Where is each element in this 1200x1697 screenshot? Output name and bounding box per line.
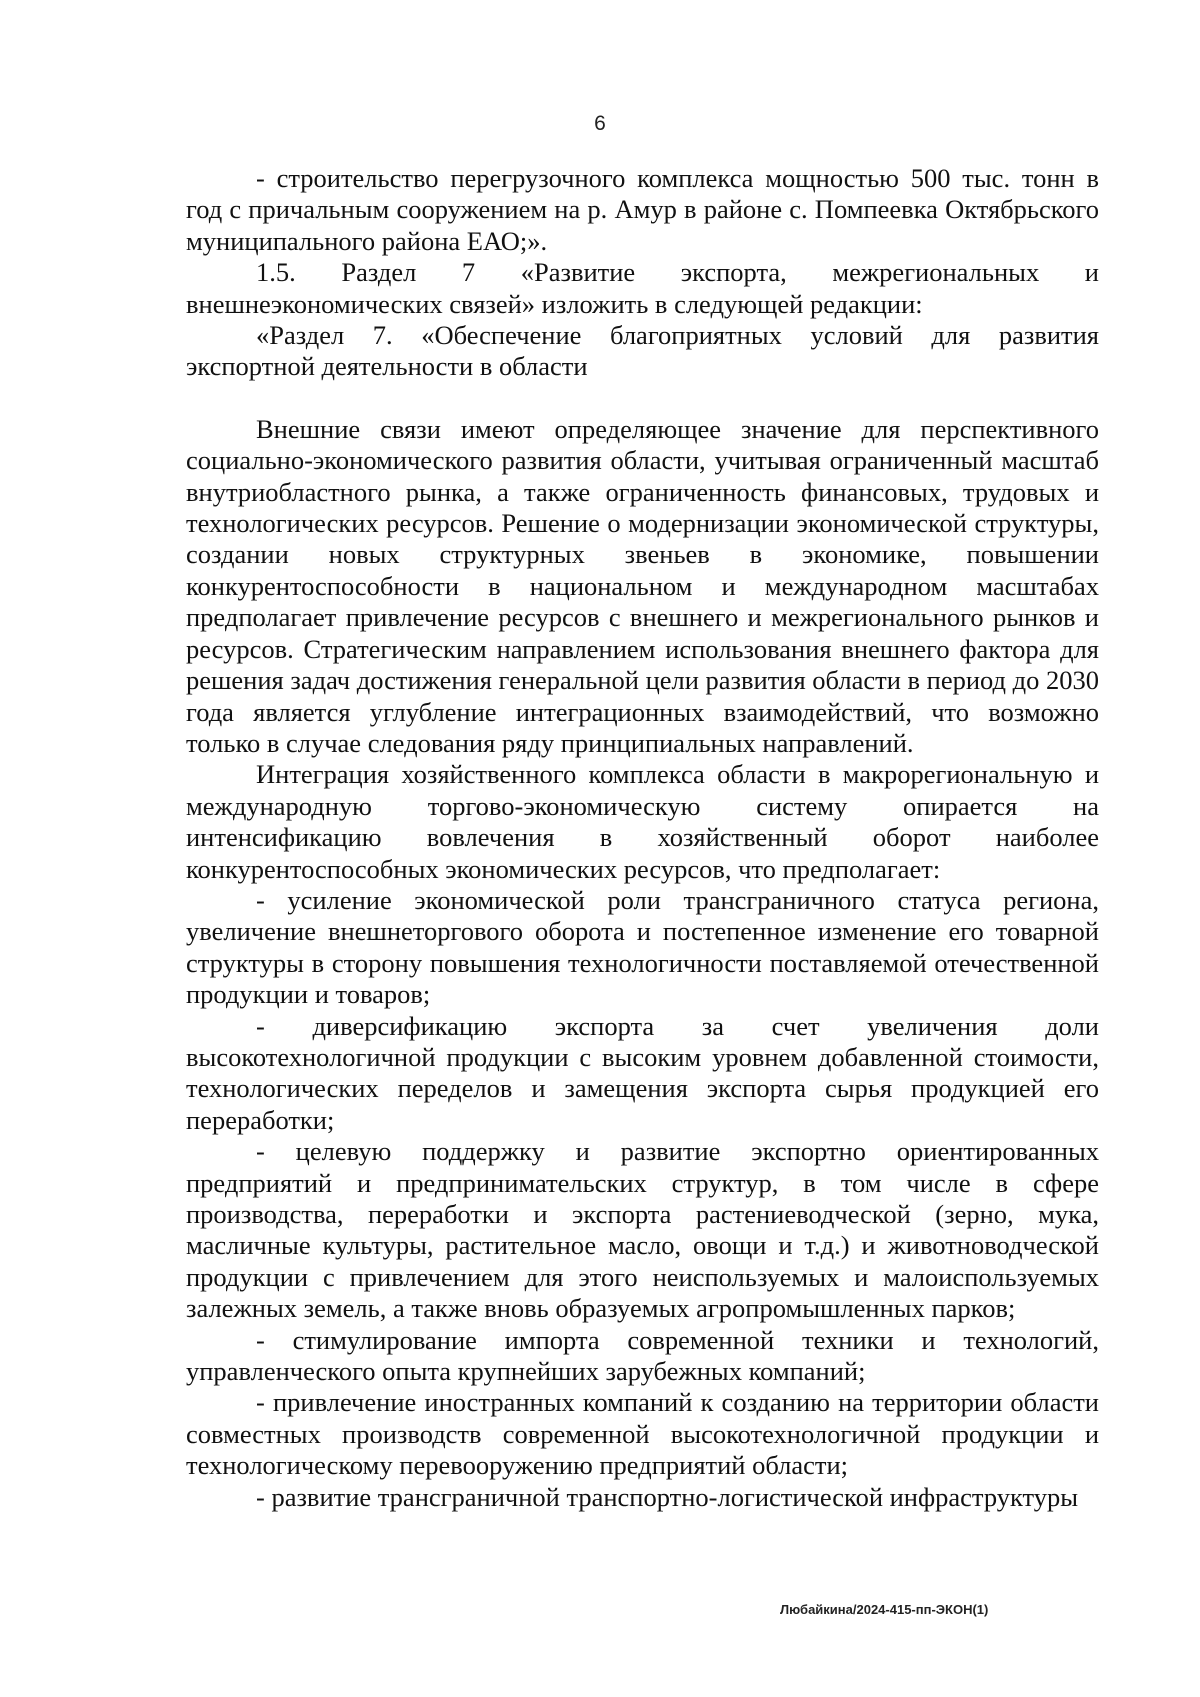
- list-item-cross-border-status: - усиление экономической роли трансграничного статуса региона, увеличение внешнеторгового оборота и постепенное изменение его товарной структуры в сторону повышения технологичности поставляемой отечественной продукции и товаров;: [186, 884, 1099, 1010]
- list-item-foreign-companies: - привлечение иностранных компаний к созданию на территории области совместных производств современной высокотехнологичной продукции и технологическому перевооружению предприятий области;: [186, 1387, 1099, 1481]
- list-item-transport-infrastructure: - развитие трансграничной транспортно-логистической инфраструктуры: [256, 1481, 1079, 1512]
- paragraph-pier-construction: - строительство перегрузочного комплекса мощностью 500 тыс. тонн в год с причальным сооружением на р. Амур в районе с. Помпеевка Октябрьского муниципального района ЕАО;».: [186, 163, 1099, 256]
- list-item-targeted-support: - целевую поддержку и развитие экспортно ориентированных предприятий и предпринимательских структур, в том числе в сфере производства, переработки и экспорта растениеводческой (зерно, мука, масличные культуры, растительное масло, овощи и т.д.) и животноводческой продукции с привлечением для этого неиспользуемых и малоиспользуемых залежных земель, а также вновь образуемых агропромышленных парков;: [186, 1136, 1099, 1324]
- paragraph-external-relations: Внешние связи имеют определяющее значение для перспективного социально-экономического развития области, учитывая ограниченный масштаб внутриобластного рынка, а также ограниченность финансовых, трудовых и технологических ресурсов. Решение о модернизации экономической структуры, создании новых структурных звеньев в экономике, повышении конкурентоспособности в национальном и международном масштабах предполагает привлечение ресурсов с внешнего и межрегионального рынков и ресурсов. Стратегическим направлением использования внешнего фактора для решения задач достижения генеральной цели развития области в период до 2030 года является углубление интеграционных взаимодействий, что возможно только в случае следования ряду принципиальных направлений.: [186, 413, 1099, 758]
- footer-document-code: Любайкина/2024-415-пп-ЭКОН(1): [780, 1602, 989, 1617]
- paragraph-section-title: «Раздел 7. «Обеспечение благоприятных условий для развития экспортной деятельности в области: [186, 320, 1099, 382]
- page-number: 6: [594, 112, 606, 135]
- document-body: [186, 163, 1099, 1513]
- paragraph-integration: Интеграция хозяйственного комплекса области в макрорегиональную и международную торгово-экономическую систему опирается на интенсификацию вовлечения в хозяйственный оборот наиболее конкурентоспособных экономических ресурсов, что предполагает:: [186, 759, 1099, 884]
- list-item-export-diversification: - диверсификацию экспорта за счет увеличения доли высокотехнологичной продукции с высоким уровнем добавленной стоимости, технологических переделов и замещения экспорта сырья продукцией его переработки;: [186, 1010, 1099, 1135]
- paragraph-section-amendment: 1.5. Раздел 7 «Развитие экспорта, межрегиональных и внешнеэкономических связей» изложить в следующей редакции:: [186, 257, 1099, 319]
- list-item-import-stimulation: - стимулирование импорта современной техники и технологий, управленческого опыта крупнейших зарубежных компаний;: [186, 1324, 1099, 1387]
